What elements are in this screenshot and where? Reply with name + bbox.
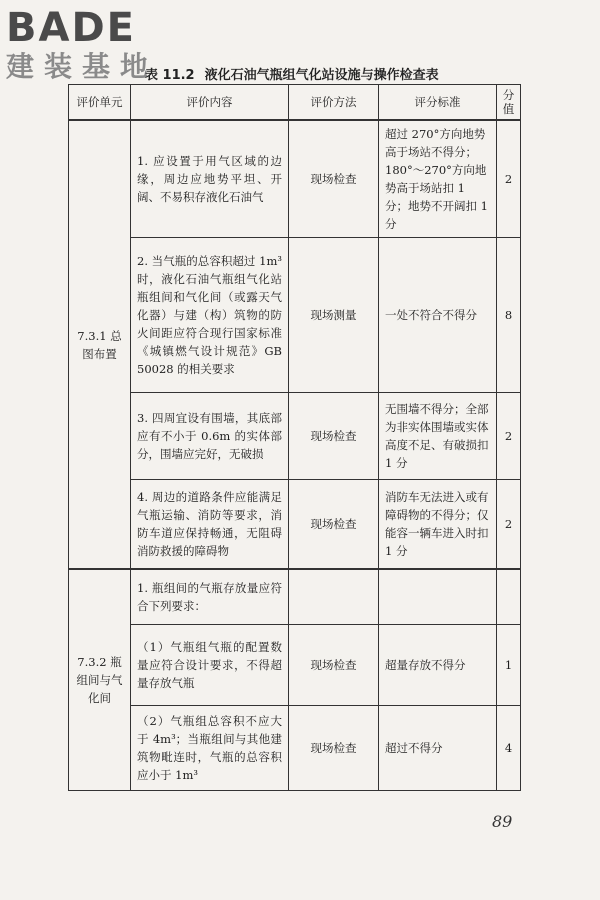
logo <box>6 6 158 82</box>
page-number: 89 <box>492 812 513 831</box>
logo-main-text: BADE <box>6 5 136 51</box>
method-cell: 现场检查 <box>289 480 379 570</box>
criteria-cell <box>379 569 497 625</box>
header-criteria: 评分标准 <box>379 85 497 121</box>
content-cell: （1）气瓶组气瓶的配置数量应符合设计要求，不得超量存放气瓶 <box>131 625 289 706</box>
unit-cell: 7.3.2 瓶组间与气化间 <box>69 569 131 791</box>
table-row <box>69 706 521 791</box>
score-cell <box>497 569 521 625</box>
method-cell <box>289 569 379 625</box>
method-cell: 现场检查 <box>289 625 379 706</box>
content-cell: 1. 瓶组间的气瓶存放量应符合下列要求： <box>131 569 289 625</box>
method-cell: 现场检查 <box>289 393 379 480</box>
header-score: 分值 <box>497 85 521 121</box>
score-cell: 1 <box>497 625 521 706</box>
header-content: 评价内容 <box>131 85 289 121</box>
method-cell: 现场检查 <box>289 120 379 238</box>
table-title-text: 液化石油气瓶组气化站设施与操作检查表 <box>204 68 439 83</box>
score-cell: 2 <box>497 120 521 238</box>
content-cell: 2. 当气瓶的总容积超过 1m³ 时，液化石油气瓶组气化站瓶组间和气化间（或露天气化器）与建（构）筑物的防火间距应符合现行国家标准《城镇燃气设计规范》GB 50028 的相关要求 <box>131 238 289 393</box>
content-cell: 4. 周边的道路条件应能满足气瓶运输、消防等要求，消防车道应保持畅通，无阻碍消防救援的障碍物 <box>131 480 289 570</box>
criteria-cell: 超过不得分 <box>379 706 497 791</box>
score-cell: 8 <box>497 238 521 393</box>
criteria-cell: 消防车无法进入或有障碍物的不得分；仅能容一辆车进入时扣 1 分 <box>379 480 497 570</box>
criteria-cell: 一处不符合不得分 <box>379 238 497 393</box>
score-cell: 2 <box>497 393 521 480</box>
content-cell: （2）气瓶组总容积不应大于 4m³；当瓶组间与其他建筑物毗连时，气瓶的总容积应小于 1m³ <box>131 706 289 791</box>
header-unit: 评价单元 <box>69 85 131 121</box>
table-row <box>69 625 521 706</box>
logo-sub-text: 建装基地 <box>6 50 159 83</box>
unit-cell: 7.3.1 总图布置 <box>69 120 131 569</box>
header-method: 评价方法 <box>289 85 379 121</box>
content-cell: 3. 四周宜设有围墙，其底部应有不小于 0.6m 的实体部分，围墙应完好，无破损 <box>131 393 289 480</box>
table-row <box>69 480 521 570</box>
method-cell: 现场检查 <box>289 706 379 791</box>
score-cell: 2 <box>497 480 521 570</box>
inspection-table <box>68 84 521 791</box>
table-row <box>69 569 521 625</box>
table-row <box>69 393 521 480</box>
score-cell: 4 <box>497 706 521 791</box>
method-cell: 现场测量 <box>289 238 379 393</box>
criteria-cell: 超过 270°方向地势高于场站不得分；180°～270°方向地势高于场站扣 1 分；地势不开阔扣 1 分 <box>379 120 497 238</box>
criteria-cell: 无围墙不得分；全部为非实体围墙或实体高度不足、有破损扣 1 分 <box>379 393 497 480</box>
table-row <box>69 238 521 393</box>
table-title <box>145 64 439 83</box>
table-row <box>69 120 521 238</box>
criteria-cell: 超量存放不得分 <box>379 625 497 706</box>
content-cell: 1. 应设置于用气区域的边缘，周边应地势平坦、开阔、不易积存液化石油气 <box>131 120 289 238</box>
table-header-row <box>69 85 521 121</box>
table-number: 表 11.2 <box>145 68 195 83</box>
